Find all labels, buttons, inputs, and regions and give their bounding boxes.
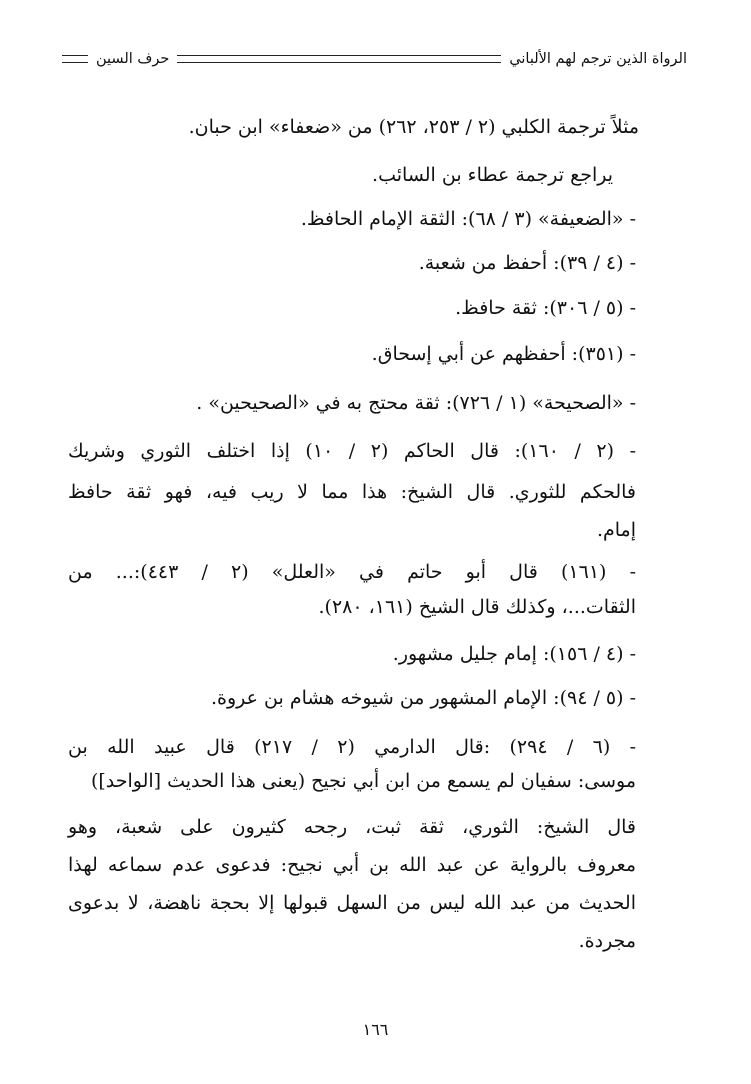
section-title: حرف السين: [96, 51, 170, 67]
body-line: - (٤ / ١٥٦): إمام جليل مشهور.: [392, 643, 636, 665]
body-line: إمام.: [596, 519, 636, 541]
body-line: - «الضعيفة» (٣ / ٦٨): الثقة الإمام الحافظ.: [300, 208, 636, 230]
body-line: - (٢ / ١٦٠): قال الحاكم (٢ / ١٠) إذا اختلف الثوري وشريك: [68, 440, 636, 462]
body-line: الثقات...، وكذلك قال الشيخ (١٦١، ٢٨٠).: [318, 596, 636, 618]
body-line: قال الشيخ: الثوري، ثقة ثبت، رجحه كثيرون على شعبة، وهو: [68, 816, 636, 838]
body-line: - (٤ / ٣٩): أحفظ من شعبة.: [418, 252, 636, 274]
body-line: الحديث من عبد الله ليس من السهل قبولها إلا بحجة ناهضة، لا بدعوى: [68, 892, 636, 914]
body-line: موسى: سفيان لم يسمع من ابن أبي نجيح (يعنى هذا الحديث [الواحد]): [90, 770, 636, 792]
header-rule: [177, 55, 501, 63]
page-number: ١٦٦: [362, 1020, 389, 1039]
body-line: معروف بالرواية عن عبد الله بن أبي نجيح: فدعوى عدم سماعه لهذا: [68, 854, 636, 876]
body-line: - (١٦١) قال أبو حاتم في «العلل» (٢ / ٤٤٣):... من: [68, 561, 636, 583]
book-title: الرواة الذين ترجم لهم الألباني: [509, 51, 687, 67]
body-line: مجردة.: [578, 930, 636, 952]
body-line: يراجع ترجمة عطاء بن السائب.: [372, 164, 613, 186]
header-rule-end: [62, 55, 88, 63]
body-line: - «الصحيحة» (١ / ٧٢٦): ثقة محتج به في «الصحيحين» .: [196, 392, 636, 414]
body-line: - (٦ / ٢٩٤) :قال الدارمي (٢ / ٢١٧) قال عبيد الله بن: [68, 736, 637, 758]
body-line: فالحكم للثوري. قال الشيخ: هذا مما لا ريب فيه، فهو ثقة حافظ: [68, 481, 636, 503]
body-line: مثلاً ترجمة الكلبي (٢ / ٢٥٣، ٢٦٢) من «ضعفاء» ابن حبان.: [188, 116, 639, 138]
body-line: - (٣٥١): أحفظهم عن أبي إسحاق.: [371, 343, 636, 365]
running-header: [62, 44, 687, 74]
body-line: - (٥ / ٣٠٦): ثقة حافظ.: [455, 297, 636, 319]
body-line: - (٥ / ٩٤): الإمام المشهور من شيوخه هشام بن عروة.: [211, 687, 636, 709]
